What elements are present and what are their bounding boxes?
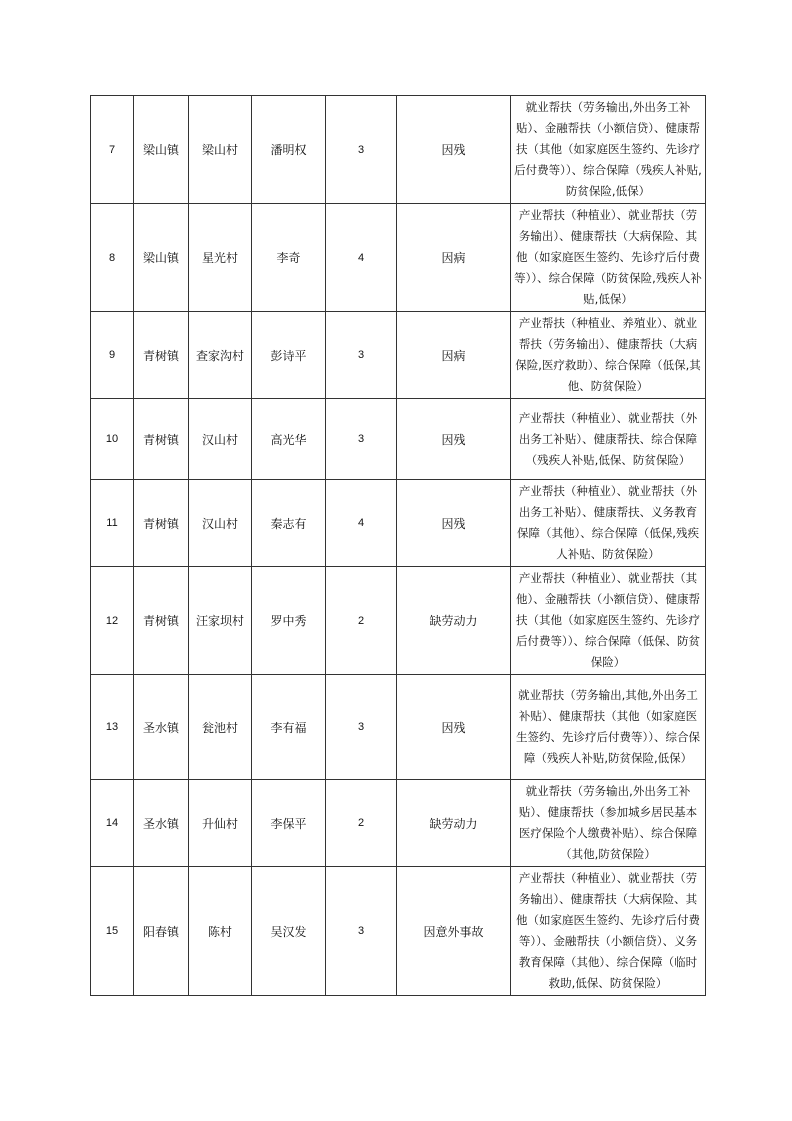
poverty-reason-cell: 因残	[397, 399, 511, 480]
village-cell: 升仙村	[189, 780, 252, 867]
name-cell: 吴汉发	[252, 867, 326, 996]
poverty-reason-cell: 因残	[397, 96, 511, 204]
row-number: 14	[91, 780, 134, 867]
household-size-cell: 3	[326, 312, 397, 399]
name-cell: 彭诗平	[252, 312, 326, 399]
name-cell: 罗中秀	[252, 567, 326, 675]
row-number: 12	[91, 567, 134, 675]
household-size-cell: 4	[326, 204, 397, 312]
assistance-table	[90, 95, 706, 996]
assistance-measures-cell: 产业帮扶（种植业）、就业帮扶（劳务输出）、健康帮扶（大病保险、其他（如家庭医生签约、先诊疗后付费等））、综合保障（防贫保险,残疾人补贴,低保）	[511, 204, 706, 312]
household-size-cell: 2	[326, 567, 397, 675]
row-number: 13	[91, 675, 134, 780]
row-number: 10	[91, 399, 134, 480]
table-row	[91, 780, 706, 867]
town-cell: 青树镇	[134, 399, 189, 480]
household-size-cell: 3	[326, 96, 397, 204]
row-number: 11	[91, 480, 134, 567]
town-cell: 梁山镇	[134, 204, 189, 312]
assistance-measures-cell: 产业帮扶（种植业、养殖业）、就业帮扶（劳务输出）、健康帮扶（大病保险,医疗救助）、综合保障（低保,其他、防贫保险）	[511, 312, 706, 399]
town-cell: 梁山镇	[134, 96, 189, 204]
poverty-reason-cell: 因残	[397, 675, 511, 780]
household-size-cell: 4	[326, 480, 397, 567]
town-cell: 青树镇	[134, 480, 189, 567]
poverty-reason-cell: 因病	[397, 312, 511, 399]
assistance-measures-cell: 产业帮扶（种植业）、就业帮扶（外出务工补贴）、健康帮扶、综合保障（残疾人补贴,低保、防贫保险）	[511, 399, 706, 480]
town-cell: 圣水镇	[134, 780, 189, 867]
assistance-measures-cell: 产业帮扶（种植业）、就业帮扶（其他）、金融帮扶（小额信贷）、健康帮扶（其他（如家庭医生签约、先诊疗后付费等））、综合保障（低保、防贫保险）	[511, 567, 706, 675]
household-size-cell: 3	[326, 867, 397, 996]
town-cell: 圣水镇	[134, 675, 189, 780]
poverty-reason-cell: 因残	[397, 480, 511, 567]
village-cell: 汉山村	[189, 399, 252, 480]
household-size-cell: 2	[326, 780, 397, 867]
row-number: 15	[91, 867, 134, 996]
village-cell: 星光村	[189, 204, 252, 312]
table-row	[91, 312, 706, 399]
household-size-cell: 3	[326, 399, 397, 480]
assistance-measures-cell: 产业帮扶（种植业）、就业帮扶（外出务工补贴）、健康帮扶、义务教育保障（其他）、综合保障（低保,残疾人补贴、防贫保险）	[511, 480, 706, 567]
table-body	[91, 96, 706, 996]
village-cell: 陈村	[189, 867, 252, 996]
table-row	[91, 204, 706, 312]
town-cell: 青树镇	[134, 567, 189, 675]
village-cell: 瓮池村	[189, 675, 252, 780]
row-number: 7	[91, 96, 134, 204]
poverty-reason-cell: 因意外事故	[397, 867, 511, 996]
name-cell: 秦志有	[252, 480, 326, 567]
name-cell: 李奇	[252, 204, 326, 312]
row-number: 9	[91, 312, 134, 399]
poverty-reason-cell: 因病	[397, 204, 511, 312]
village-cell: 梁山村	[189, 96, 252, 204]
town-cell: 青树镇	[134, 312, 189, 399]
town-cell: 阳春镇	[134, 867, 189, 996]
name-cell: 高光华	[252, 399, 326, 480]
assistance-measures-cell: 就业帮扶（劳务输出,外出务工补贴）、金融帮扶（小额信贷）、健康帮扶（其他（如家庭医生签约、先诊疗后付费等））、综合保障（残疾人补贴,防贫保险,低保）	[511, 96, 706, 204]
table-row	[91, 96, 706, 204]
table-row	[91, 480, 706, 567]
name-cell: 李有福	[252, 675, 326, 780]
table-row	[91, 399, 706, 480]
village-cell: 查家沟村	[189, 312, 252, 399]
assistance-measures-cell: 就业帮扶（劳务输出,其他,外出务工补贴）、健康帮扶（其他（如家庭医生签约、先诊疗后付费等））、综合保障（残疾人补贴,防贫保险,低保）	[511, 675, 706, 780]
row-number: 8	[91, 204, 134, 312]
assistance-measures-cell: 就业帮扶（劳务输出,外出务工补贴）、健康帮扶（参加城乡居民基本医疗保险个人缴费补贴）、综合保障（其他,防贫保险）	[511, 780, 706, 867]
village-cell: 汉山村	[189, 480, 252, 567]
assistance-measures-cell: 产业帮扶（种植业）、就业帮扶（劳务输出）、健康帮扶（大病保险、其他（如家庭医生签约、先诊疗后付费等））、金融帮扶（小额信贷）、义务教育保障（其他）、综合保障（临时救助,低保、防贫保险）	[511, 867, 706, 996]
poverty-reason-cell: 缺劳动力	[397, 567, 511, 675]
village-cell: 汪家坝村	[189, 567, 252, 675]
table-row	[91, 567, 706, 675]
table-row	[91, 867, 706, 996]
poverty-reason-cell: 缺劳动力	[397, 780, 511, 867]
name-cell: 潘明权	[252, 96, 326, 204]
name-cell: 李保平	[252, 780, 326, 867]
table-row	[91, 675, 706, 780]
household-size-cell: 3	[326, 675, 397, 780]
